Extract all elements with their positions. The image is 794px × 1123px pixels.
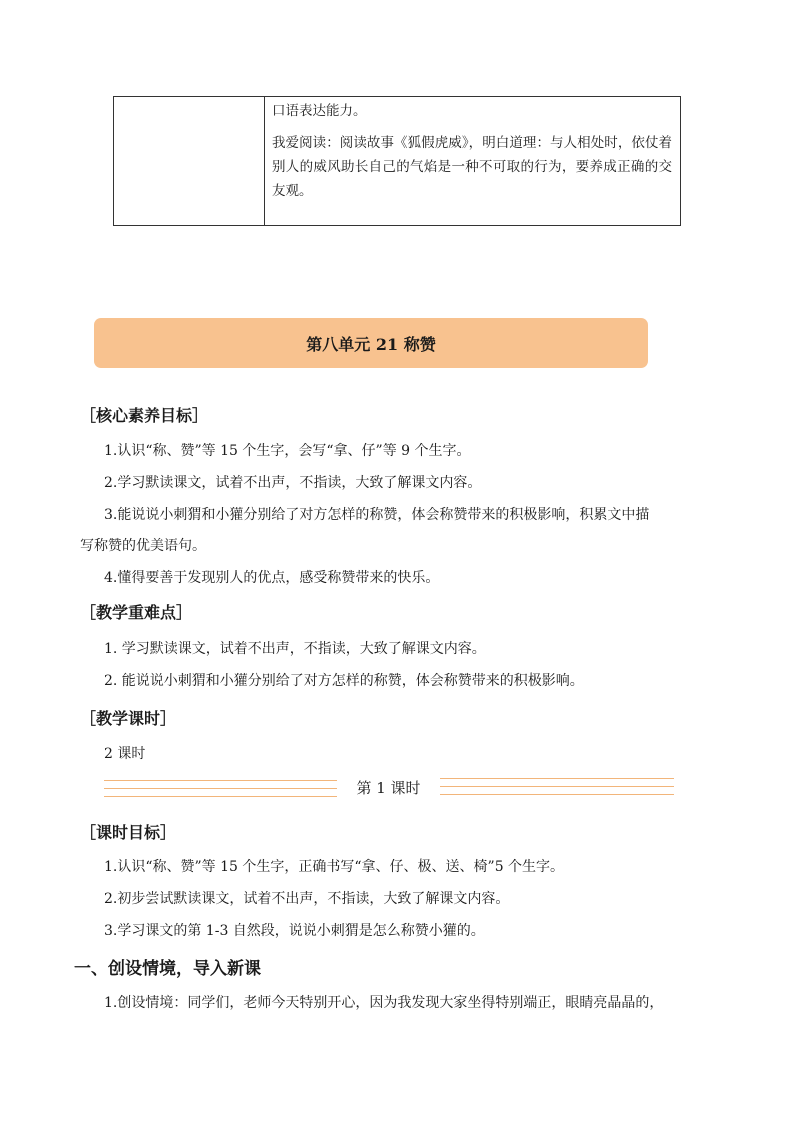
divider-line-right <box>440 778 674 779</box>
core-goal-item-cont: 写称赞的优美语句。 <box>80 538 206 554</box>
table-right-cell <box>272 97 672 203</box>
objectives-table <box>113 96 681 226</box>
divider-line-right <box>440 794 674 795</box>
divider-line-left <box>104 780 337 781</box>
part1-heading: 一、创设情境，导入新课 <box>74 959 261 979</box>
hours-heading: ［教学课时］ <box>80 709 177 728</box>
core-goal-item: 3.能说说小刺猬和小獾分别给了对方怎样的称赞，体会称赞带来的积极影响，积累文中描 <box>104 507 650 523</box>
part1-item: 1.创设情境：同学们，老师今天特别开心，因为我发现大家坐得特别端正，眼睛亮晶晶的， <box>104 995 664 1011</box>
unit-banner <box>94 318 648 368</box>
lesson-goal-item: 1.认识“称、赞”等 15 个生字，正确书写“拿、仔、极、送、椅”5 个生字。 <box>104 859 565 875</box>
lesson-goals-heading: ［课时目标］ <box>80 823 177 842</box>
lesson-title: 第 1 课时 <box>356 779 421 797</box>
key-points-heading: ［教学重难点］ <box>80 603 193 622</box>
divider-line-left <box>104 788 337 789</box>
lesson-goal-item: 2.初步尝试默读课文，试着不出声，不指读，大致了解课文内容。 <box>104 891 510 907</box>
table-cell-line: 口语表达能力。 <box>272 103 367 119</box>
table-cell-paragraph: 我爱阅读：阅读故事《狐假虎威》，明白道理：与人相处时，依仗着别人的威风助长自己的气焰是一种不可取的行为，要养成正确的交友观。 <box>272 135 672 199</box>
table-column-divider <box>264 97 265 225</box>
unit-title: 第八单元 21 称赞 <box>306 334 436 354</box>
divider-line-right <box>440 786 674 787</box>
core-goal-item: 4.懂得要善于发现别人的优点，感受称赞带来的快乐。 <box>104 570 440 586</box>
core-goals-heading: ［核心素养目标］ <box>80 406 209 425</box>
hours-value: 2 课时 <box>104 746 146 762</box>
lesson-goal-item: 3.学习课文的第 1-3 自然段，说说小刺猬是怎么称赞小獾的。 <box>104 923 485 939</box>
core-goal-item: 2.学习默读课文，试着不出声，不指读，大致了解课文内容。 <box>104 475 482 491</box>
key-point-item: 2. 能说说小刺猬和小獾分别给了对方怎样的称赞，体会称赞带来的积极影响。 <box>104 673 584 689</box>
divider-line-left <box>104 796 337 797</box>
core-goal-item: 1.认识“称、赞”等 15 个生字，会写“拿、仔”等 9 个生字。 <box>104 443 471 459</box>
key-point-item: 1. 学习默读课文，试着不出声，不指读，大致了解课文内容。 <box>104 641 486 657</box>
